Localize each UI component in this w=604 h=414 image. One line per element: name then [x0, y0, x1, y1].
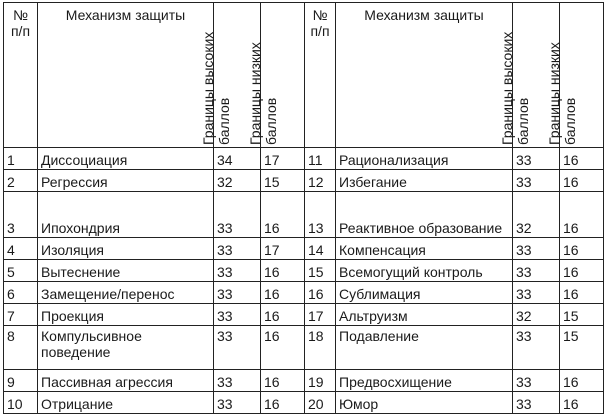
- header-number-right: № п/п: [305, 3, 336, 148]
- mechanism-name: Альтруизм: [336, 304, 513, 326]
- mechanism-name: Предвосхищение: [336, 370, 513, 392]
- high-score: 33: [513, 326, 560, 370]
- table-row: [4, 192, 604, 238]
- high-score: 33: [513, 148, 560, 170]
- low-score: 16: [261, 326, 305, 370]
- table-row: [4, 148, 604, 170]
- low-score: 16: [261, 370, 305, 392]
- row-number: 2: [4, 170, 38, 192]
- low-score: 16: [560, 170, 604, 192]
- high-score: 33: [513, 370, 560, 392]
- low-score: 16: [560, 238, 604, 260]
- low-score: 16: [261, 192, 305, 238]
- high-score: 32: [513, 304, 560, 326]
- low-score: 17: [261, 148, 305, 170]
- row-number: 10: [4, 392, 38, 414]
- header-row: [4, 3, 604, 148]
- low-score: 16: [261, 392, 305, 414]
- low-score: 16: [261, 282, 305, 304]
- high-score: 33: [214, 370, 261, 392]
- mechanism-name: Пассивная агрессия: [38, 370, 214, 392]
- low-score: 16: [560, 192, 604, 238]
- mechanism-name: Отрицание: [38, 392, 214, 414]
- row-number: 14: [305, 238, 336, 260]
- mechanism-name: Юмор: [336, 392, 513, 414]
- high-score: 33: [513, 238, 560, 260]
- mechanism-name: Компульсивное поведение: [38, 326, 214, 370]
- low-score: 16: [560, 282, 604, 304]
- high-score: 33: [214, 260, 261, 282]
- defense-mechanisms-table: [3, 2, 604, 414]
- mechanism-name: Всемогущий контроль: [336, 260, 513, 282]
- mechanism-name: Замещение/перенос: [38, 282, 214, 304]
- row-number: 17: [305, 304, 336, 326]
- high-score: 33: [513, 170, 560, 192]
- row-number: 5: [4, 260, 38, 282]
- row-number: 13: [305, 192, 336, 238]
- row-number: 15: [305, 260, 336, 282]
- high-score: 33: [214, 304, 261, 326]
- table-row: [4, 282, 604, 304]
- high-score: 34: [214, 148, 261, 170]
- table-row: [4, 326, 604, 370]
- high-score: 33: [214, 392, 261, 414]
- low-score: 16: [560, 392, 604, 414]
- row-number: 7: [4, 304, 38, 326]
- row-number: 8: [4, 326, 38, 370]
- low-score: 16: [560, 148, 604, 170]
- table-row: [4, 392, 604, 414]
- table-row: [4, 304, 604, 326]
- row-number: 4: [4, 238, 38, 260]
- mechanism-name: Компенсация: [336, 238, 513, 260]
- row-number: 18: [305, 326, 336, 370]
- high-score: 33: [214, 192, 261, 238]
- mechanism-name: Вытеснение: [38, 260, 214, 282]
- mechanism-name: Изоляция: [38, 238, 214, 260]
- header-high-right: Границы высоких баллов: [513, 3, 560, 148]
- mechanism-name: Сублимация: [336, 282, 513, 304]
- header-high-left: Границы высоких баллов: [214, 3, 261, 148]
- low-score: 17: [261, 238, 305, 260]
- high-score: 33: [513, 392, 560, 414]
- low-score: 16: [560, 260, 604, 282]
- mechanism-name: Проекция: [38, 304, 214, 326]
- low-score: 16: [261, 260, 305, 282]
- low-score: 16: [560, 370, 604, 392]
- high-score: 32: [513, 192, 560, 238]
- row-number: 20: [305, 392, 336, 414]
- row-number: 6: [4, 282, 38, 304]
- low-score: 15: [560, 304, 604, 326]
- row-number: 12: [305, 170, 336, 192]
- mechanism-name: Регрессия: [38, 170, 214, 192]
- header-low-right: Границы низких баллов: [560, 3, 604, 148]
- row-number: 3: [4, 192, 38, 238]
- high-score: 33: [513, 260, 560, 282]
- table-row: [4, 170, 604, 192]
- mechanism-name: Рационализация: [336, 148, 513, 170]
- low-score: 15: [560, 326, 604, 370]
- table-row: [4, 260, 604, 282]
- high-score: 33: [214, 326, 261, 370]
- table-row: [4, 370, 604, 392]
- mechanism-name: Диссоциация: [38, 148, 214, 170]
- row-number: 16: [305, 282, 336, 304]
- header-mechanism-right: Механизм защиты: [336, 3, 513, 148]
- mechanism-name: Избегание: [336, 170, 513, 192]
- mechanism-name: Подавление: [336, 326, 513, 370]
- row-number: 1: [4, 148, 38, 170]
- row-number: 11: [305, 148, 336, 170]
- header-number-left: № п/п: [4, 3, 38, 148]
- high-score: 33: [214, 238, 261, 260]
- header-mechanism-left: Механизм защиты: [38, 3, 214, 148]
- low-score: 15: [261, 170, 305, 192]
- row-number: 9: [4, 370, 38, 392]
- row-number: 19: [305, 370, 336, 392]
- low-score: 16: [261, 304, 305, 326]
- mechanism-name: Реактивное образование: [336, 192, 513, 238]
- high-score: 33: [513, 282, 560, 304]
- high-score: 32: [214, 170, 261, 192]
- header-low-left: Границы низких баллов: [261, 3, 305, 148]
- mechanism-name: Ипохондрия: [38, 192, 214, 238]
- table-row: [4, 238, 604, 260]
- high-score: 33: [214, 282, 261, 304]
